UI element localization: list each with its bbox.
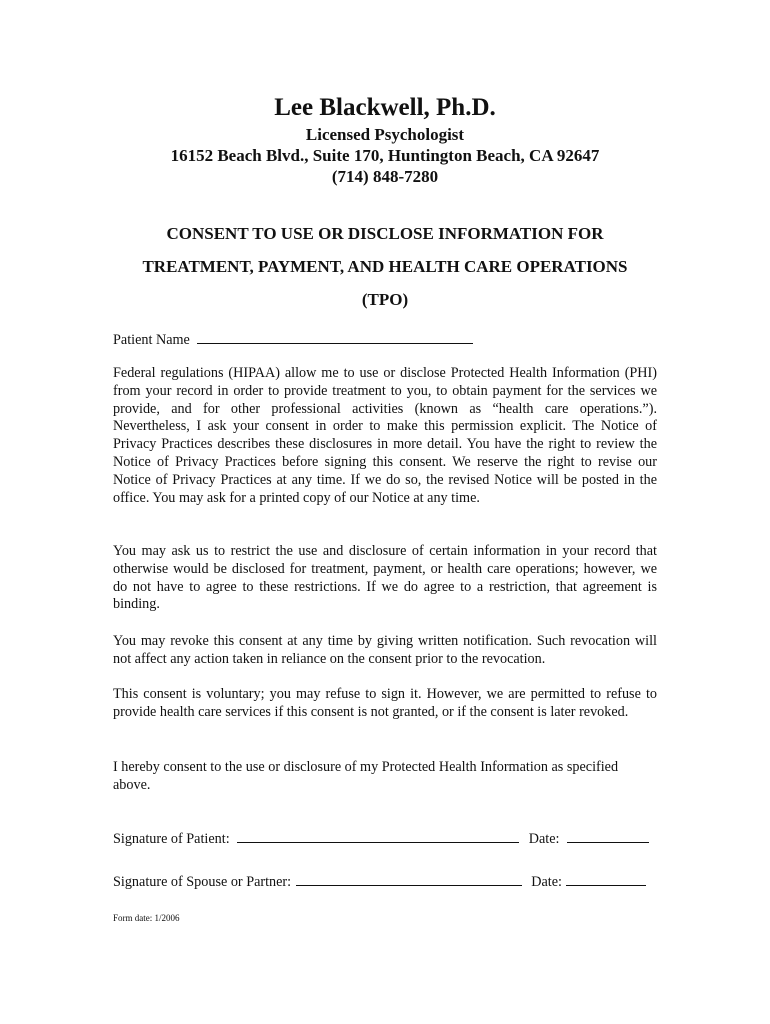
letterhead — [0, 92, 770, 187]
spouse-signature-row — [113, 872, 657, 892]
paragraph-restrictions: You may ask us to restrict the use and disclosure of certain information in your record that otherwise would be disclosed for treatment, payment, or health care operations; however, we do not have to agree to these restrictions. If we do agree to a restriction, that agreement is binding. — [113, 543, 657, 613]
patient-name-field[interactable] — [197, 330, 473, 344]
practitioner-role: Licensed Psychologist — [305, 125, 465, 144]
paragraph-consent-statement: I hereby consent to the use or disclosure of my Protected Health Information as specified above. — [113, 759, 619, 793]
spouse-signature-field[interactable] — [296, 872, 522, 886]
paragraph-revocation: You may revoke this consent at any time by giving written notification. Such revocation will not affect any action taken in reliance on the consent prior to the revocation. — [113, 633, 657, 667]
form-date: Form date: 1/2006 — [113, 913, 180, 923]
practice-address: 16152 Beach Blvd., Suite 170, Huntington Beach, CA 92647 — [170, 146, 600, 165]
form-title — [0, 218, 770, 315]
patient-name-label: Patient Name — [113, 332, 190, 348]
practice-phone: (714) 848-7280 — [331, 167, 439, 186]
spouse-date-label: Date: — [531, 874, 562, 890]
paragraph-hipaa: Federal regulations (HIPAA) allow me to use or disclose Protected Health Information (PHI) from your record in order to provide treatment to you, to obtain payment for the services we provide, and for other professional activities (known as “health care operations.”). Nevertheless, I ask your consent in order to make this permission explicit. The Notice of Privacy Practices describes these disclosures in more detail. You have the right to review the Notice of Privacy Practices before signing this consent. We reserve the right to revise our Notice of Privacy Practices at any time. If we do so, the revised Notice will be posted in the office. You may ask for a printed copy of our Notice at any time. — [113, 365, 657, 506]
spouse-date-field[interactable] — [566, 872, 646, 886]
paragraph-voluntary: This consent is voluntary; you may refuse to sign it. However, we are permitted to refuse to provide health care services if this consent is not granted, or if the consent is later revoked. — [113, 686, 657, 720]
spouse-signature-label: Signature of Spouse or Partner: — [113, 874, 292, 890]
patient-name-row — [113, 330, 657, 350]
form-title-line-1: CONSENT TO USE OR DISCLOSE INFORMATION FOR — [166, 224, 604, 243]
patient-date-label: Date: — [528, 831, 560, 847]
patient-signature-row — [113, 829, 657, 849]
practitioner-name: Lee Blackwell, Ph.D. — [274, 94, 496, 121]
form-title-line-2: TREATMENT, PAYMENT, AND HEALTH CARE OPERATIONS — [142, 257, 628, 276]
patient-signature-field[interactable] — [237, 829, 519, 843]
patient-signature-label: Signature of Patient: — [113, 831, 230, 847]
patient-date-field[interactable] — [567, 829, 649, 843]
form-title-line-3: (TPO) — [361, 290, 409, 309]
